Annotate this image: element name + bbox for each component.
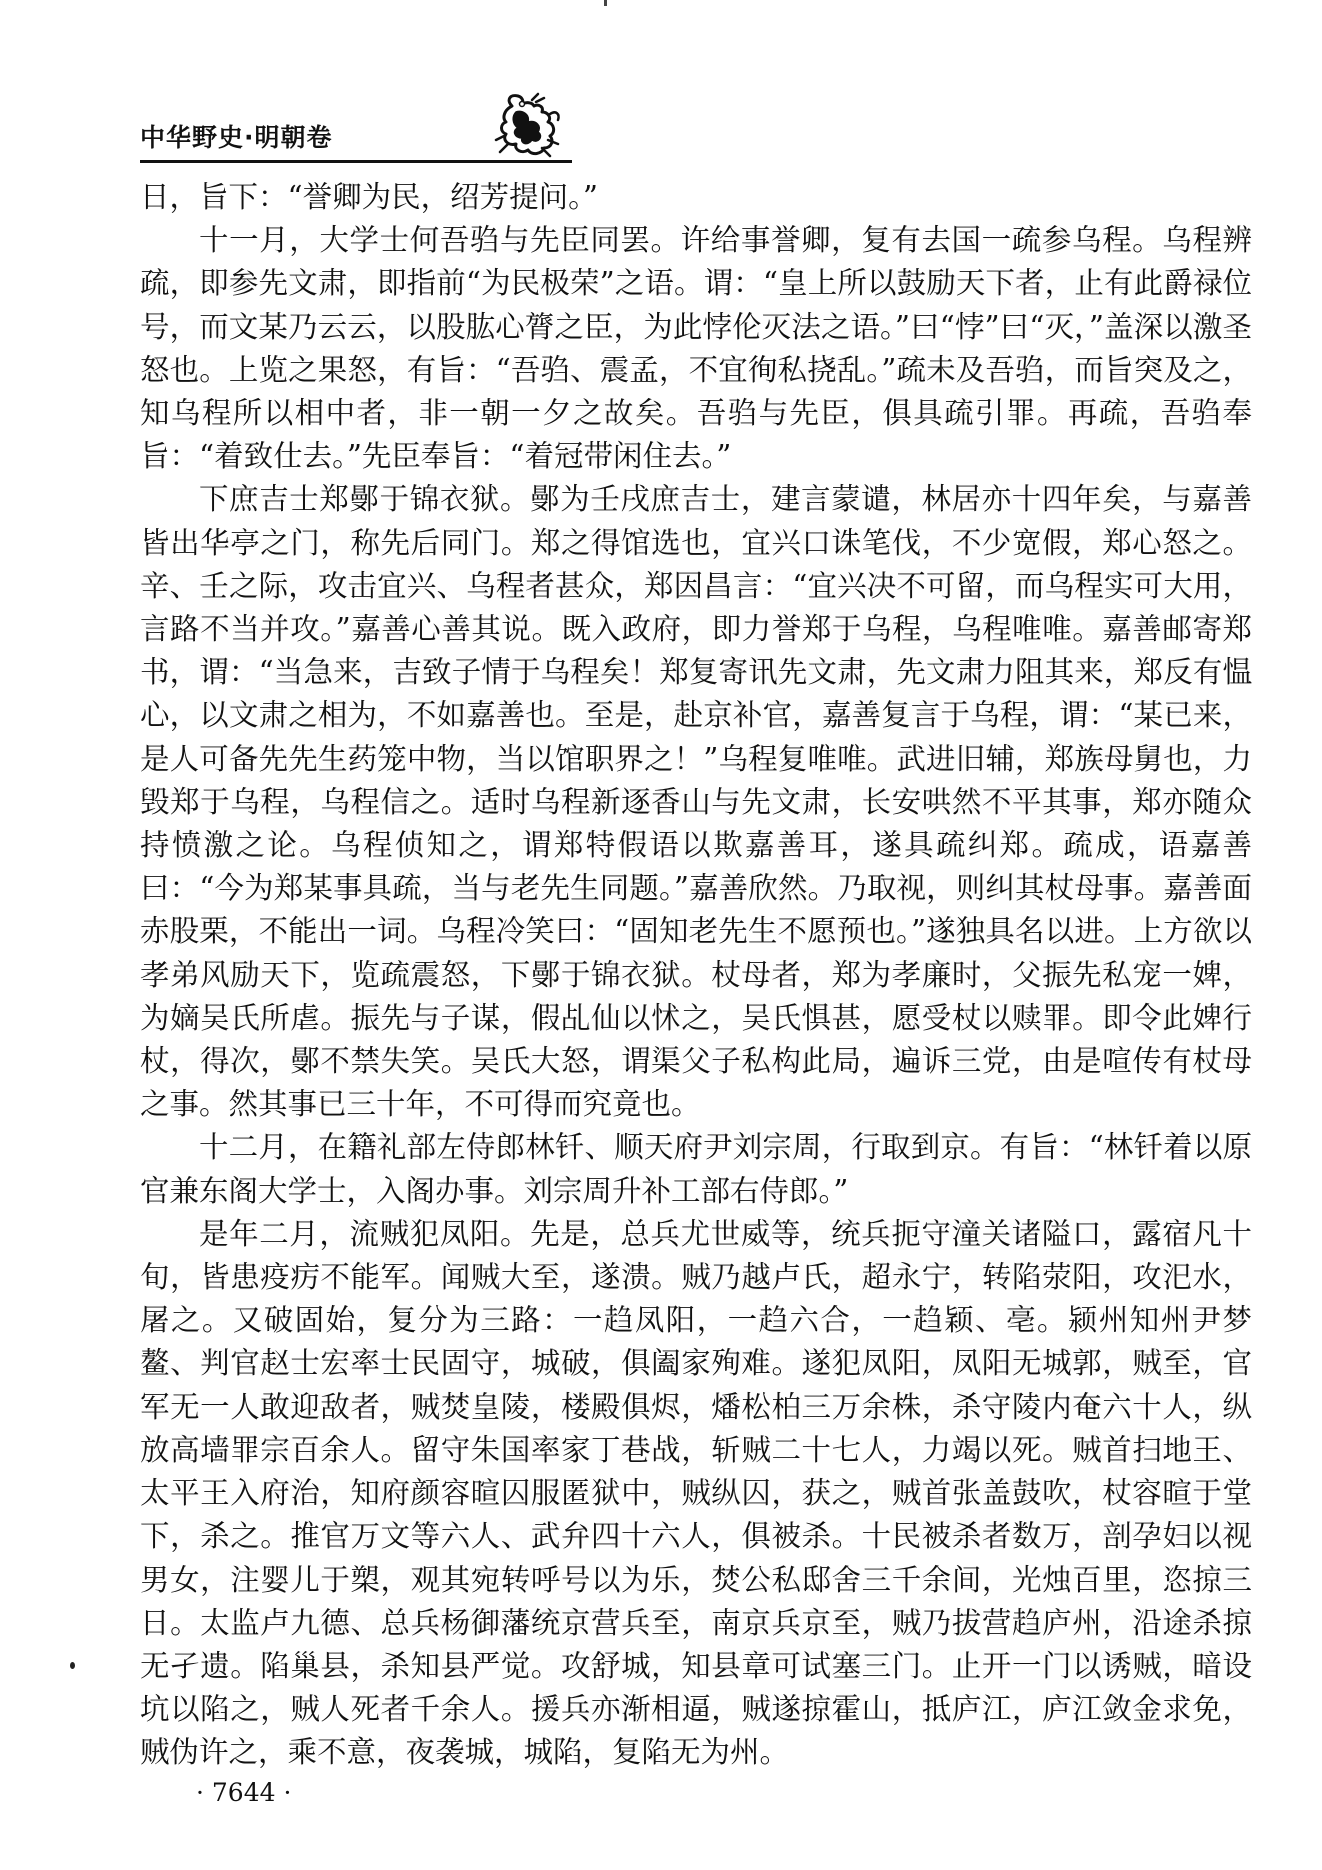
book-title: 中华野史·明朝卷 — [140, 123, 333, 152]
paragraph: 十二月，在籍礼部左侍郎林钎、顺天府尹刘宗周，行取到京。有旨：“林钎着以原官兼东阁大学士，入阁办事。刘宗周升补工部右侍郎。” — [140, 1130, 1252, 1208]
dragon-emblem-icon — [492, 92, 564, 158]
paragraph-continuation: 日，旨下：“誉卿为民，绍芳提问。” — [140, 180, 598, 214]
scan-speck — [70, 1662, 75, 1669]
scan-speck — [604, 0, 607, 6]
paragraph: 下庶吉士郑鄤于锦衣狱。鄤为壬戌庶吉士，建言蒙谴，林居亦十四年矣，与嘉善皆出华亭之门，称先后同门。郑之得馆选也，宜兴口诛笔伐，不少宽假，郑心怒之。辛、壬之际，攻击宜兴、乌程者甚众，郑因昌言：“宜兴决不可留，而乌程实可大用，言路不当并攻。”嘉善心善其说。既入政府，即力誉郑于乌程，乌程唯唯。嘉善邮寄郑书，谓：“当急来，吉致子情于乌程矣！郑复寄讯先文肃，先文肃力阻其来，郑反有愠心，以文肃之相为，不如嘉善也。至是，赴京补官，嘉善复言于乌程，谓：“某已来，是人可备先先生药笼中物，当以馆职界之！”乌程复唯唯。武进旧辅，郑族母舅也，力毁郑于乌程，乌程信之。适时乌程新逐香山与先文肃，长安哄然不平其事，郑亦随众持愤激之论。乌程侦知之，谓郑特假语以欺嘉善耳，遂具疏纠郑。疏成，语嘉善曰：“今为郑某事具疏，当与老先生同题。”嘉善欣然。乃取视，则纠其杖母事。嘉善面赤股栗，不能出一词。乌程冷笑曰：“固知老先生不愿预也。”遂独具名以进。上方欲以孝弟风励天下，览疏震怒，下鄤于锦衣狱。杖母者，郑为孝廉时，父振先私宠一婢，为嫡吴氏所虐。振先与子谋，假乩仙以怵之，吴氏惧甚，愿受杖以赎罪。即令此婢行杖，得次，鄤不禁失笑。吴氏大怒，谓渠父子私构此局，遍诉三党，由是喧传有杖母之事。然其事已三十年，不可得而究竟也。 — [140, 482, 1252, 1122]
paragraph: 十一月，大学士何吾驺与先臣同罢。许给事誉卿，复有去国一疏参乌程。乌程辨疏，即参先文肃，即指前“为民极荣”之语。谓：“皇上所以鼓励天下者，止有此爵禄位号，而文某乃云云，以股肱心膂之臣，为此悖伦灭法之语。”曰“悖”曰“灭，”盖深以激圣怒也。上览之果怒，有旨：“吾驺、震孟，不宜徇私挠乱。”疏未及吾驺，而旨突及之，知乌程所以相中者，非一朝一夕之故矣。吾驺与先臣，俱具疏引罪。再疏，吾驺奉旨：“着致仕去。”先臣奉旨：“着冠带闲住去。” — [140, 223, 1252, 474]
page-number: · 7644 · — [196, 1778, 292, 1807]
article-body — [140, 176, 1252, 1775]
header-rule — [140, 160, 572, 163]
paragraph: 是年二月，流贼犯凤阳。先是，总兵尤世威等，统兵扼守潼关诸隘口，露宿凡十旬，皆患疫疠不能军。闻贼大至，遂溃。贼乃越卢氏，超永宁，转陷荥阳，攻汜水，屠之。又破固始，复分为三路：一趋凤阳，一趋六合，一趋颖、亳。颍州知州尹梦鳌、判官赵士宏率士民固守，城破，俱阖家殉难。遂犯凤阳，凤阳无城郭，贼至，官军无一人敢迎敌者，贼焚皇陵，楼殿俱烬，燔松柏三万余株，杀守陵内奄六十人，纵放高墙罪宗百余人。留守朱国率家丁巷战，斩贼二十七人，力竭以死。贼首扫地王、太平王入府治，知府颜容暄囚服匿狱中，贼纵囚，获之，贼首张盖鼓吹，杖容暄于堂下，杀之。推官万文等六人、武弁四十六人，俱被杀。十民被杀者数万，剖孕妇以视男女，注婴儿于槊，观其宛转呼号以为乐，焚公私邸舍三千余间，光烛百里，恣掠三日。太监卢九德、总兵杨御藩统京营兵至，南京兵京至，贼乃拔营趋庐州，沿途杀掠无孑遗。陷巢县，杀知县严觉。攻舒城，知县章可试塞三门。止开一门以诱贼，暗设坑以陷之，贼人死者千余人。援兵亦渐相逼，贼遂掠霍山，抵庐江，庐江敛金求免，贼伪许之，乘不意，夜袭城，城陷，复陷无为州。 — [140, 1216, 1252, 1770]
